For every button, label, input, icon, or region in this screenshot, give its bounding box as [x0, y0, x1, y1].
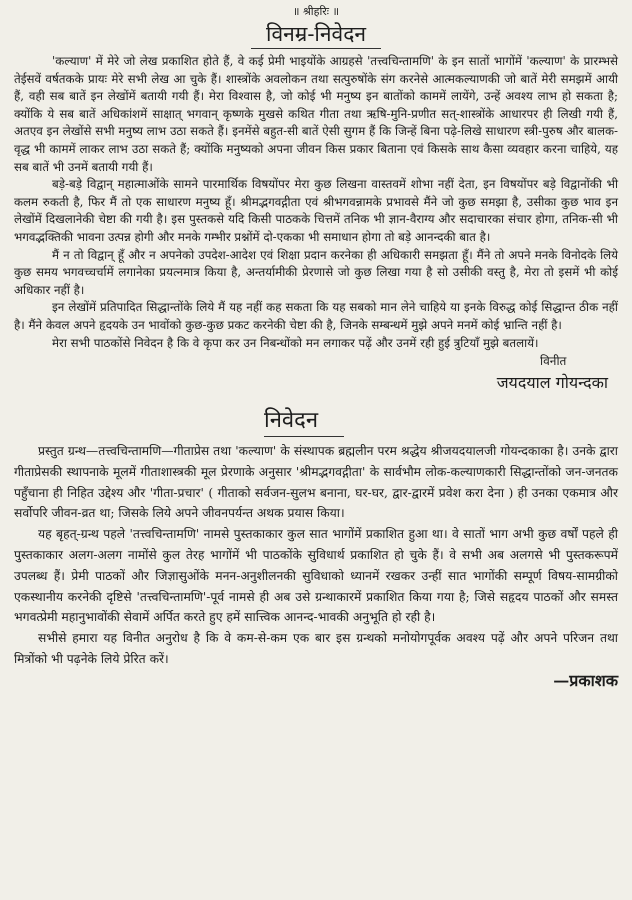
closing-word: विनीत — [540, 354, 567, 369]
paragraph: मैं न तो विद्वान् हूँ और न अपनेको उपदेश-आदेश एवं शिक्षा प्रदान करनेका ही अधिकारी समझता हूँ। मैंने तो अपने मनके विनोदके लिये कुछ समय भगवच्चर्चामें लगानेका प्रयत्नमात्र किया है, अन्तर्यामीकी प्रेरणासे जो कुछ लिखा गया है सो उसीकी वस्तु है, मेरा तो इसमें भी कोई अधिकार नहीं है। — [14, 247, 618, 297]
paragraph: सभीसे हमारा यह विनीत अनुरोध है कि वे कम-से-कम एक बार इस ग्रन्थको मनोयोगपूर्वक अवश्य पढ़ें और अपने परिजन तथा मित्रोंको भी पढ़नेके लिये प्रेरित करें। — [14, 631, 618, 667]
nivedan-title-text: निवेदन — [264, 408, 319, 434]
paragraph: इन लेखोंमें प्रतिपादित सिद्धान्तोंके लिये मैं यह नहीं कह सकता कि यह सबको मान लेने चाहिये या इनके विरुद्ध कोई सिद्धान्त ठीक नहीं है। मैंने केवल अपने हृदयके उन भावोंको कुछ-कुछ प्रकट करनेकी चेष्टा की है, जिनके सम्बन्धमें मुझे अपने मनमें कोई भ्रान्ति नहीं है। — [14, 300, 618, 332]
vinamra-nivedan-title — [14, 20, 618, 49]
paragraph: 'कल्याण' में मेरे जो लेख प्रकाशित होते हैं, वे कई प्रेमी भाइयोंके आग्रहसे 'तत्त्वचिन्तामणि' के इन सातों भागोंमें 'कल्याण' के प्रारम्भसे तेईसवें वर्षतकके प्रायः मेरे सभी लेख आ चुके हैं। शास्त्रोंके अवलोकन तथा सत्पुरुषोंके संग करनेसे आत्मकल्याणकी जो बातें मेरी समझमें आयी हैं, वही सब बातें इन लेखोंमें बतायी गयी हैं। मेरा विश्वास है, जो कोई भी मनुष्य इन बातोंको काममें लायेंगे, उन्हें अवश्य लाभ हो सकता है; क्योंकि ये सब बातें अधिकांशमें साक्षात् भगवान् कृष्णके मुखसे कथित गीता तथा ऋषि-मुनि-प्रणीत सत्-शास्त्रोंके आधारपर ही लिखी गयी हैं, अतएव इन लेखोंसे सभी मनुष्य लाभ उठा सकते हैं। इनमेंसे बहुत-सी बातें ऐसी सुगम हैं कि जिन्हें बिना पढ़े-लिखे साधारण स्त्री-पुरुष और बालक-वृद्ध भी काममें लाकर लाभ उठा सकते हैं; क्योंकि मनुष्यको अपना जीवन किस प्रकार बिताना एवं किसके साथ कैसा व्यवहार करना चाहिये, यह सब बातें भी उनमें बतायी गयी हैं। — [14, 54, 618, 174]
signature-block — [14, 352, 618, 396]
paragraph: बड़े-बड़े विद्वान् महात्माओंके सामने पारमार्थिक विषयोंपर मेरा कुछ लिखना वास्तवमें शोभा नहीं देता, इन विषयोंपर बड़े विद्वानोंकी भी कलम रुकती है, फिर मैं तो एक साधारण मनुष्य हूँ। श्रीमद्भगवद्गीता एवं श्रीभगवन्नामके प्रभावसे मैंने जो कुछ समझा है, उसीका कुछ भाव इन लेखोंमें दिखलानेकी चेष्टा की गयी है। इस पुस्तकसे यदि किसी पाठकके चित्तमें तनिक भी ज्ञान-वैराग्य और सदाचारका संचार होगा, तनिक-सी भी भगवद्भक्तिकी भावना उत्पन्न होगी और मनके गम्भीर प्रश्नोंमें दो-एकका भी समाधान होगा तो बड़े आनन्दकी बात है। — [14, 177, 618, 244]
invocation-header: ॥ श्रीहरिः ॥ — [292, 5, 340, 18]
vinamra-nivedan-section — [14, 20, 618, 396]
paragraph: मेरा सभी पाठकोंसे निवेदन है कि वे कृपा कर उन निबन्धोंको मन लगाकर पढ़ें और उनमें रही हुई त्रुटियाँ मुझे बतलायें। — [52, 335, 539, 350]
title-underline — [264, 436, 344, 437]
author-name: जयदयाल गोयन्दका — [496, 373, 608, 393]
vinamra-nivedan-title-text: विनम्र-निवेदन — [266, 22, 366, 46]
paragraph: यह बृहत्-ग्रन्थ पहले 'तत्त्वचिन्तामणि' नामसे पुस्तकाकार कुल सात भागोंमें प्रकाशित हुआ था। वे सातों भाग अभी कुछ वर्षों पहले ही पुस्तकाकार अलग-अलग नामोंसे कुल तेरह भागोंमें भी पाठकोंके सुविधार्थ प्रकाशित हो चुके हैं। वे सभी अब अलगसे भी पुस्तकरूपमें उपलब्ध हैं। प्रेमी पाठकों और जिज्ञासुओंके मनन-अनुशीलनकी सुविधाको ध्यानमें रखकर उन्हीं सात भागोंकी सम्पूर्ण विषय-सामग्रीको एकस्थानीय करनेकी दृष्टिसे 'तत्त्वचिन्तामणि'-पूर्व नामसे ही अब उसे ग्रन्थाकारमें प्रकाशित किया गया है; जिसे सहृदय पाठकों और समस्त भगवत्प्रेमी महानुभावोंकी सेवामें अर्पित करते हुए हमें सात्त्विक आनन्द-भावकी अनुभूति हो रही है। — [14, 527, 618, 625]
nivedan-section — [14, 406, 618, 692]
nivedan-title — [14, 406, 618, 437]
paragraph: प्रस्तुत ग्रन्थ—तत्त्वचिन्तामणि—गीताप्रेस तथा 'कल्याण' के संस्थापक ब्रह्मलीन परम श्रद्धेय श्रीजयदयालजी गोयन्दकाका है। उनके द्वारा गीताप्रेसकी स्थापनाके मूलमें गीताशास्त्रकी मूल प्रेरणाके अनुसार 'श्रीमद्भगवद्गीता' के सार्वभौम लोक-कल्याणकारी सिद्धान्तोंको जन-जनतक पहुँचाना ही निहित उद्देश्य और 'गीता-प्रचार' ( गीताको सर्वजन-सुलभ बनाना, घर-घर, द्वार-द्वारमें प्रवेश करा देना ) ही उनका एकमात्र और सर्वोपरि जीवन-व्रत था; जिसके लिये अपने जीवनपर्यन्त अथक प्रयास किया। — [14, 444, 618, 521]
title-underline — [251, 48, 381, 49]
publisher-signature: —प्रकाशक — [553, 670, 618, 690]
